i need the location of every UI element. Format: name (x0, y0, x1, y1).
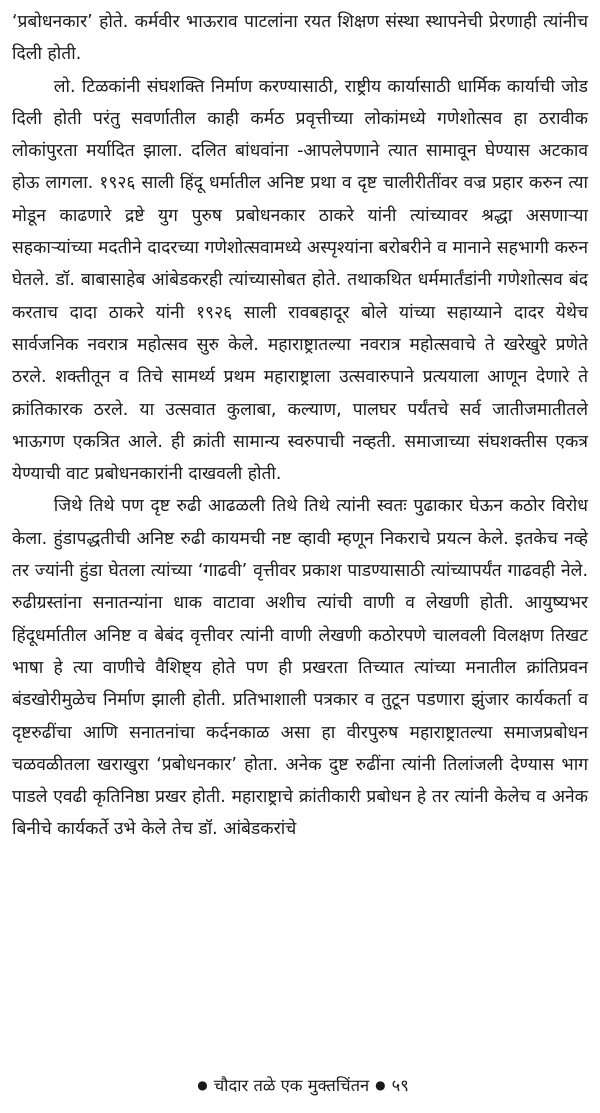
book-title: चौदार तळे एक मुक्तचिंतन (213, 1076, 370, 1095)
page-footer (0, 1072, 600, 1099)
bullet-ornament-icon: ● (375, 1078, 386, 1092)
bullet-ornament-icon: ● (197, 1078, 208, 1092)
body-text (12, 6, 588, 846)
page-number: ५९ (391, 1076, 409, 1095)
paragraph-continued: ‘प्रबोधनकार’ होते. कर्मवीर भाऊराव पाटलांना रयत शिक्षण संस्था स्थापनेची प्रेरणाही त्यांनीच दिली होती. (12, 12, 588, 65)
paragraph: लो. टिळकांनी संघशक्ति निर्माण करण्यासाठी, राष्ट्रीय कार्यासाठी धार्मिक कार्याची जोड दिली होती परंतु सवर्णातील काही कर्मठ प्रवृत्तीच्या लोकांमध्ये गणेशोत्सव हा ठरावीक लोकांपुरता मर्यादित झाला. दलित बांधवांना -आपलेपणाने त्यात सामावून घेण्यास अटकाव होऊ लागला. १९२६ साली हिंदू धर्मातील अनिष्ट प्रथा व दृष्ट चालीरीतींवर वज्र प्रहार करुन त्या मोडून काढणारे द्रष्टे युग पुरुष प्रबोधनकार ठाकरे यांनी त्यांच्यावर श्रद्धा असणाऱ्या सहकाऱ्यांच्या मदतीने दादरच्या गणेशोत्सवामध्ये अस्पृश्यांना बरोबरीने व मानाने सहभागी करुन घेतले. डॉ. बाबासाहेब आंबेडकरही त्यांच्यासोबत होते. तथाकथित धर्ममार्तंडांनी गणेशोत्सव बंद करताच दादा ठाकरे यांनी १९२६ साली रावबहादूर बोले यांच्या सहाय्याने दादर येथेच सार्वजनिक नवरात्र महोत्सव सुरु केले. महाराष्ट्रातल्या नवरात्र महोत्सवाचे ते खरेखुरे प्रणेते ठरले. शक्तीतून व तिचे सामर्थ्य प्रथम महाराष्ट्राला उत्सवारुपाने प्रत्ययाला आणून देणारे ते क्रांतिकारक ठरले. या उत्सवात कुलाबा, कल्याण, पालघर पर्यंतचे सर्व जातीजमातीतले भाऊगण एकत्रित आले. ही क्रांती सामान्य स्वरुपाची नव्हती. समाजाच्या संघशक्तीस एकत्र येण्याची वाट प्रबोधनकारांनी दाखवली होती. (12, 76, 588, 485)
paragraph: जिथे तिथे पण दृष्ट रुढी आढळली तिथे तिथे त्यांनी स्वतः पुढाकार घेऊन कठोर विरोध केला. हुंडापद्धतीची अनिष्ट रुढी कायमची नष्ट व्हावी म्हणून निकराचे प्रयत्न केले. इतकेच नव्हे तर ज्यांनी हुंडा घेतला त्यांच्या ‘गाढवी’ वृत्तीवर प्रकाश पाडण्यासाठी त्यांच्यापर्यंत गाढवही नेले. रुढीग्रस्तांना सनातन्यांना धाक वाटावा अशीच त्यांची वाणी व लेखणी होती. आयुष्यभर हिंदूधर्मातील अनिष्ट व बेबंद वृत्तीवर त्यांनी वाणी लेखणी कठोरपणे चालवली विलक्षण तिखट भाषा हे त्या वाणीचे वैशिष्ट्य होते पण ही प्रखरता तिच्यात त्यांच्या मनातील क्रांतिप्रवन बंडखोरीमुळेच निर्माण झाली होती. प्रतिभाशाली पत्रकार व तुटून पडणारा झुंजार कार्यकर्ता व दृष्टरुढींचा आणि सनातनांचा कर्दनकाळ असा हा वीरपुरुष महाराष्ट्रातल्या समाजप्रबोधन चळवळीतला खराखुरा ‘प्रबोधनकार’ होता. अनेक दुष्ट रुढींना त्यांनी तिलांजली देण्यास भाग पाडले एवढी कृतिनिष्ठा प्रखर होती. महाराष्ट्राचे क्रांतीकारी प्रबोधन हे तर त्यांनी केलेच व अनेक बिनीचे कार्यकर्ते उभे केले तेच डॉ. आंबेडकरांचे (12, 496, 588, 840)
